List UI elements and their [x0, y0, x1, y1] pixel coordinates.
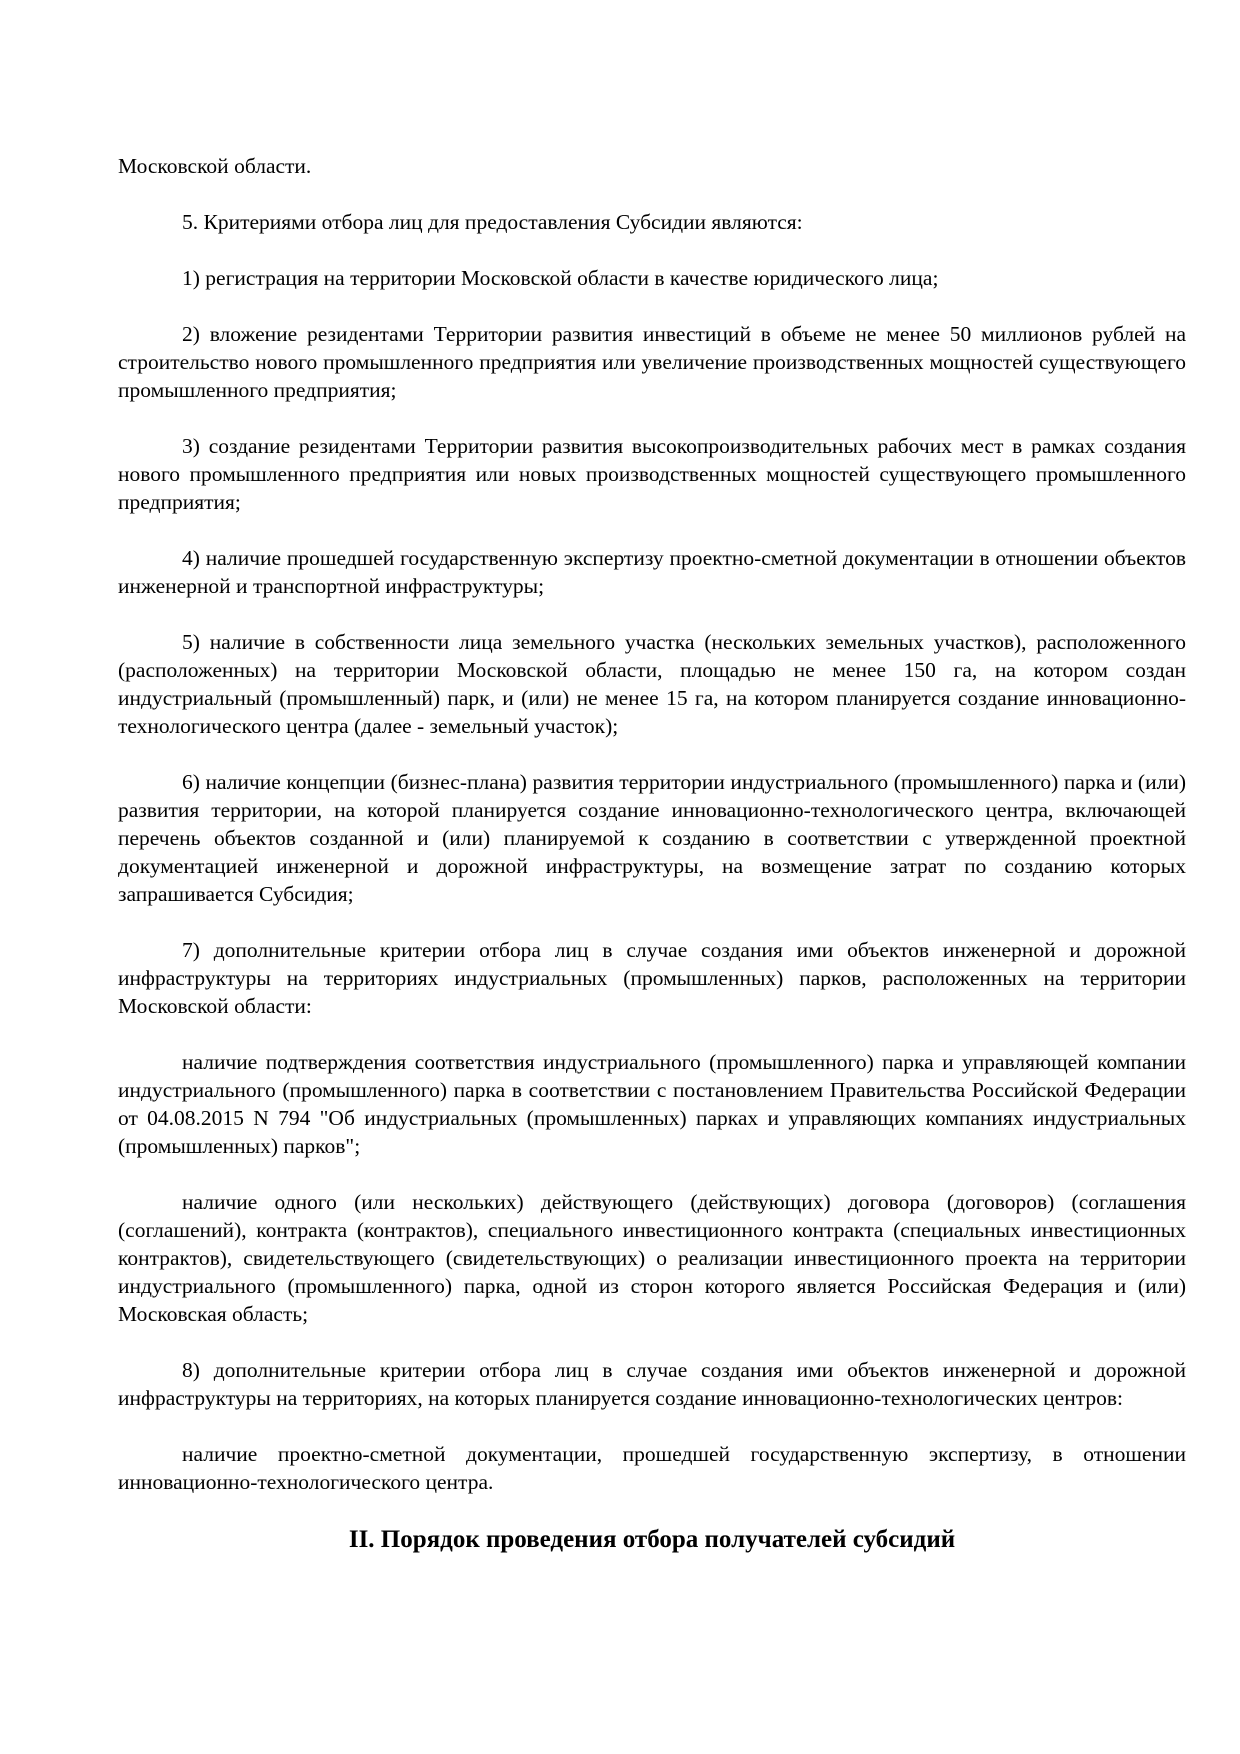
paragraph-criterion-3: 3) создание резидентами Территории развития высокопроизводительных рабочих мест в рамках создания нового промышленного предприятия или новых производственных мощностей существующего промышленного предприятия; — [118, 434, 1186, 514]
paragraph-criterion-4: 4) наличие прошедшей государственную экспертизу проектно-сметной документации в отношении объектов инженерной и транспортной инфраструктуры; — [118, 546, 1186, 598]
paragraph-criterion-7-sub-1: наличие подтверждения соответствия индустриального (промышленного) парка и управляющей компании индустриального (промышленного) парка в соответствии с постановлением Правительства Российской Федерации от 04.08.2015 N 794 "Об индустриальных (промышленных) парках и управляющих компаниях индустриальных (промышленных) парков"; — [118, 1050, 1186, 1158]
paragraph-criterion-7: 7) дополнительные критерии отбора лиц в случае создания ими объектов инженерной и дорожной инфраструктуры на территориях индустриальных (промышленных) парков, расположенных на территории Московской области: — [118, 938, 1186, 1018]
document-page — [118, 152, 1186, 1556]
paragraph-criterion-8: 8) дополнительные критерии отбора лиц в случае создания ими объектов инженерной и дорожной инфраструктуры на территориях, на которых планируется создание инновационно-технологических центров: — [118, 1358, 1186, 1410]
paragraph-item-5-intro: 5. Критериями отбора лиц для предоставления Субсидии являются: — [182, 210, 803, 234]
paragraph-criterion-2: 2) вложение резидентами Территории развития инвестиций в объеме не менее 50 миллионов рублей на строительство нового промышленного предприятия или увеличение производственных мощностей существующего промышленного предприятия; — [118, 322, 1186, 402]
paragraph-criterion-7-sub-2: наличие одного (или нескольких) действующего (действующих) договора (договоров) (соглашения (соглашений), контракта (контрактов), специального инвестиционного контракта (специальных инвестиционных контрактов), свидетельствующего (свидетельствующих) о реализации инвестиционного проекта на территории индустриального (промышленного) парка, одной из сторон которого является Российская Федерация и (или) Московская область; — [118, 1190, 1186, 1326]
paragraph-criterion-6: 6) наличие концепции (бизнес-плана) развития территории индустриального (промышленного) парка и (или) развития территории, на которой планируется создание инновационно-технологического центра, включающей перечень объектов созданной и (или) планируемой к созданию в соответствии с утвержденной проектной документацией инженерной и дорожной инфраструктуры, на возмещение затрат по созданию которых запрашивается Субсидия; — [118, 770, 1186, 906]
paragraph-criterion-8-sub-1: наличие проектно-сметной документации, прошедшей государственную экспертизу, в отношении инновационно-технологического центра. — [118, 1442, 1186, 1494]
paragraph-continuation: Московской области. — [118, 154, 312, 178]
paragraph-criterion-5: 5) наличие в собственности лица земельного участка (нескольких земельных участков), расположенного (расположенных) на территории Московской области, площадью не менее 150 га, на котором создан индустриальный (промышленный) парк, и (или) не менее 15 га, на котором планируется создание инновационно-технологического центра (далее - земельный участок); — [118, 630, 1186, 738]
section-heading: II. Порядок проведения отбора получателей субсидий — [348, 1526, 956, 1553]
paragraph-criterion-1: 1) регистрация на территории Московской области в качестве юридического лица; — [182, 266, 939, 290]
